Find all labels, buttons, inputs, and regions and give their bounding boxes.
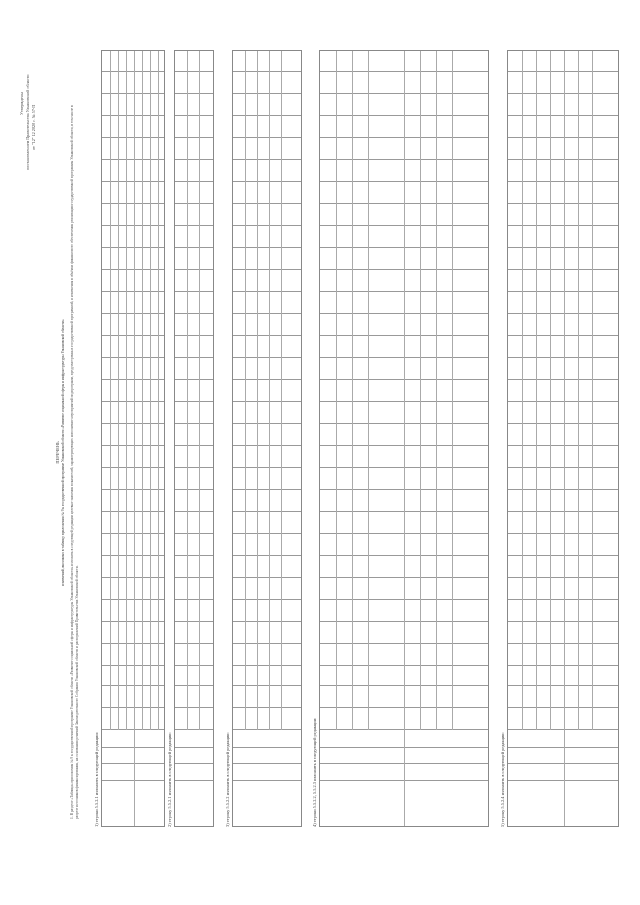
document-title: ПЕРЕЧЕНЬ [55,441,60,464]
approval-line-1: Утверждены [19,92,24,115]
approval-line-3: от "12" 12 2020 г. № 57-П [31,104,36,150]
section-2-label: 2) строку 5.5.2.1 изложить в следующей редакции: [167,732,172,827]
table-2 [174,50,214,827]
table-1 [101,50,165,827]
section-1-label: 1) строки 5.5.2.1 изложить в следующей редакции: [94,732,99,827]
section-4-label: 4) строки 5.5.2.2, 5.5.2.3 изложить в следующей редакции: [312,717,317,827]
table-3 [232,50,302,827]
table-5 [507,50,619,827]
document-subtitle: изменений, вносимых в таблицу приложения № 9 к государственной программе Ульяновской области «Развитие социальной сферы и инфраструктуры Ульяновской области» [61,319,65,586]
section-5-label: 5) строку 5.5.2.4 изложить в следующей редакции: [500,732,505,827]
document-intro: 1. В разделе «Таблица» приложения № 9 к государственной программе Ульяновской области «Развитие социальной сферы и инфраструктуры Ульяновской области» изложить в следующей редакции целевые значения показателей, характеризующих исполнение мероприятий подпрограмм, предусмотренных государственной программой, и изменения в объёмах финансового обеспечения реализации государственной программы Ульяновской области, в том числе в разрезе источников финансирования, на основании решений Законодательного Собрания Ульяновской области и распоряжений Правительства Ульяновской области. [70,105,80,819]
approval-line-2: постановлением Правительства Ульяновской области [25,74,30,170]
table-4 [319,50,489,827]
section-3-label: 3) строку 5.5.2.2 изложить в следующей редакции: [225,732,230,827]
